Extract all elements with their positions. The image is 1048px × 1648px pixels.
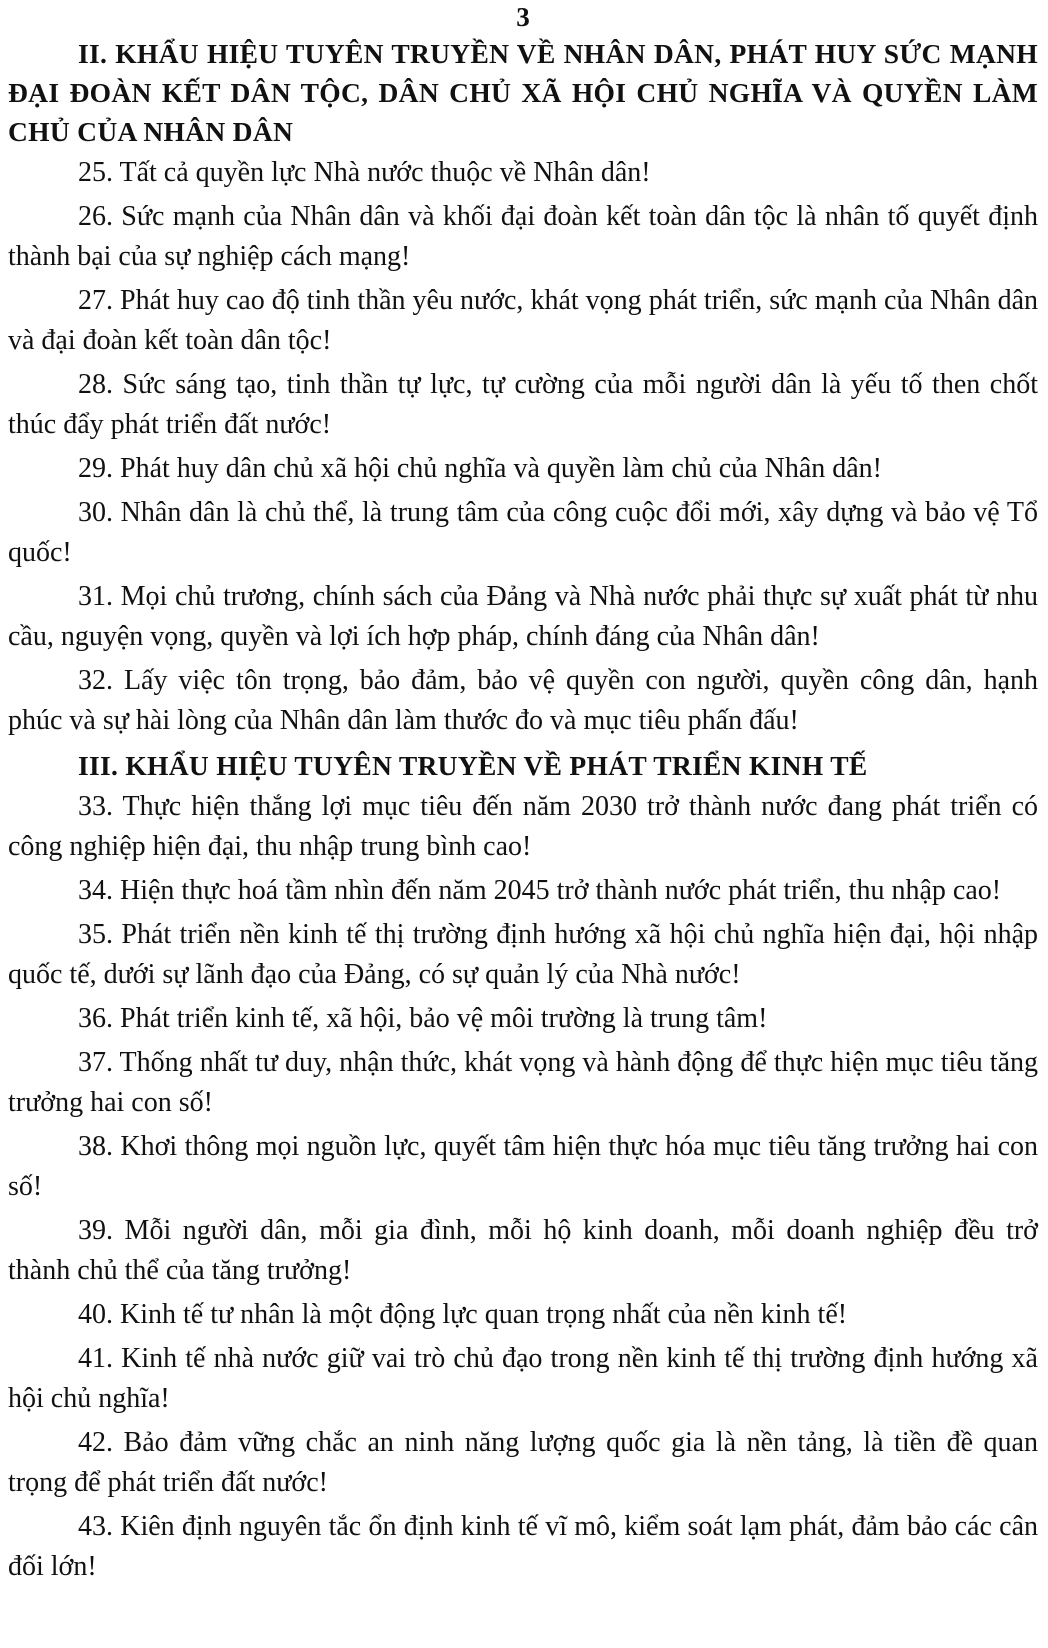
slogan-item: 42. Bảo đảm vững chắc an ninh năng lượng quốc gia là nền tảng, là tiền đề quan trọng để phát triển đất nước! bbox=[8, 1427, 1038, 1498]
slogan-item: 40. Kinh tế tư nhân là một động lực quan trọng nhất của nền kinh tế! bbox=[78, 1299, 848, 1330]
section-3-list bbox=[8, 787, 1038, 1587]
slogan-item: 29. Phát huy dân chủ xã hội chủ nghĩa và quyền làm chủ của Nhân dân! bbox=[78, 453, 883, 484]
section-2-list bbox=[8, 153, 1038, 741]
slogan-item: 31. Mọi chủ trương, chính sách của Đảng và Nhà nước phải thực sự xuất phát từ nhu cầu, nguyện vọng, quyền và lợi ích hợp pháp, chính đáng của Nhân dân! bbox=[8, 581, 1038, 652]
slogan-item: 38. Khơi thông mọi nguồn lực, quyết tâm hiện thực hóa mục tiêu tăng trưởng hai con số! bbox=[8, 1131, 1038, 1202]
slogan-item: 25. Tất cả quyền lực Nhà nước thuộc về Nhân dân! bbox=[78, 157, 651, 188]
slogan-item: 34. Hiện thực hoá tầm nhìn đến năm 2045 trở thành nước phát triển, thu nhập cao! bbox=[78, 875, 1002, 906]
slogan-item: 26. Sức mạnh của Nhân dân và khối đại đoàn kết toàn dân tộc là nhân tố quyết định thành bại của sự nghiệp cách mạng! bbox=[8, 201, 1038, 272]
slogan-item: 37. Thống nhất tư duy, nhận thức, khát vọng và hành động để thực hiện mục tiêu tăng trưởng hai con số! bbox=[8, 1047, 1038, 1118]
section-2-title: II. KHẨU HIỆU TUYÊN TRUYỀN VỀ NHÂN DÂN, PHÁT HUY SỨC MẠNH ĐẠI ĐOÀN KẾT DÂN TỘC, DÂN CHỦ XÃ HỘI CHỦ NGHĨA VÀ QUYỀN LÀM CHỦ CỦA NHÂN DÂN bbox=[8, 38, 1038, 147]
slogan-item: 41. Kinh tế nhà nước giữ vai trò chủ đạo trong nền kinh tế thị trường định hướng xã hội chủ nghĩa! bbox=[8, 1343, 1038, 1414]
slogan-item: 35. Phát triển nền kinh tế thị trường định hướng xã hội chủ nghĩa hiện đại, hội nhập quốc tế, dưới sự lãnh đạo của Đảng, có sự quản lý của Nhà nước! bbox=[8, 919, 1038, 990]
slogan-item: 27. Phát huy cao độ tinh thần yêu nước, khát vọng phát triển, sức mạnh của Nhân dân và đại đoàn kết toàn dân tộc! bbox=[8, 285, 1038, 356]
slogan-item: 32. Lấy việc tôn trọng, bảo đảm, bảo vệ quyền con người, quyền công dân, hạnh phúc và sự hài lòng của Nhân dân làm thước đo và mục tiêu phấn đấu! bbox=[8, 665, 1038, 736]
slogan-item: 43. Kiên định nguyên tắc ổn định kinh tế vĩ mô, kiểm soát lạm phát, đảm bảo các cân đối lớn! bbox=[8, 1511, 1038, 1582]
slogan-item: 36. Phát triển kinh tế, xã hội, bảo vệ môi trường là trung tâm! bbox=[78, 1003, 768, 1034]
slogan-item: 39. Mỗi người dân, mỗi gia đình, mỗi hộ kinh doanh, mỗi doanh nghiệp đều trở thành chủ thể của tăng trưởng! bbox=[8, 1215, 1038, 1286]
slogan-item: 33. Thực hiện thắng lợi mục tiêu đến năm 2030 trở thành nước đang phát triển có công nghiệp hiện đại, thu nhập trung bình cao! bbox=[8, 791, 1038, 862]
document-page bbox=[8, 0, 1038, 1587]
page-number: 3 bbox=[516, 2, 530, 32]
slogan-item: 30. Nhân dân là chủ thể, là trung tâm của công cuộc đổi mới, xây dựng và bảo vệ Tổ quốc! bbox=[8, 497, 1038, 568]
section-3-title: III. KHẨU HIỆU TUYÊN TRUYỀN VỀ PHÁT TRIỂN KINH TẾ bbox=[78, 750, 868, 781]
slogan-item: 28. Sức sáng tạo, tinh thần tự lực, tự cường của mỗi người dân là yếu tố then chốt thúc đẩy phát triển đất nước! bbox=[8, 369, 1038, 440]
